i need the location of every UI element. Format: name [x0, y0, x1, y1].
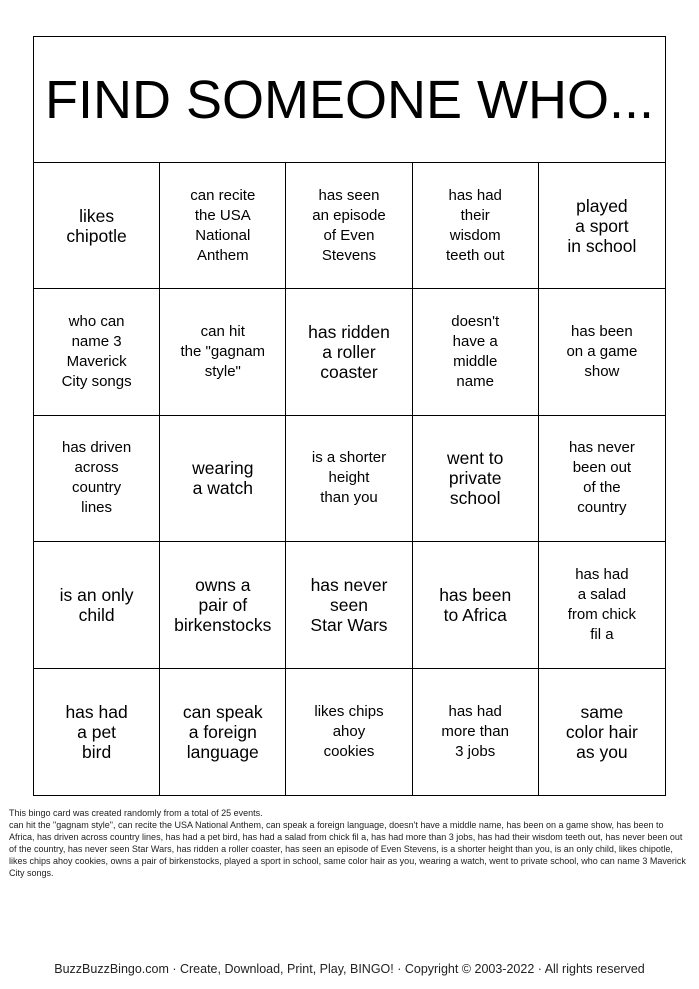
bingo-cell[interactable]: [34, 416, 160, 542]
bingo-cell[interactable]: [539, 289, 665, 415]
bingo-cell-text: likes chips ahoy cookies: [314, 702, 384, 760]
bingo-cell[interactable]: [413, 416, 539, 542]
bingo-cell-text: has had their wisdom teeth out: [446, 186, 505, 264]
bingo-cell[interactable]: [413, 163, 539, 289]
bingo-cell[interactable]: [34, 163, 160, 289]
bingo-cell-text: has never seen Star Wars: [310, 574, 388, 635]
bingo-cell[interactable]: [286, 542, 412, 668]
bingo-cell-text: has had a salad from chick fil a: [567, 565, 637, 643]
bingo-cell-text: has never been out of the country: [568, 439, 635, 517]
bingo-cell-text: who can name 3 Maverick City songs: [61, 313, 132, 391]
bingo-cell-text: has ridden a roller coaster: [308, 322, 390, 383]
bingo-cell-text: played a sport in school: [567, 195, 637, 256]
bingo-cell-text: is an only child: [59, 584, 134, 625]
bingo-cell[interactable]: [160, 669, 286, 795]
bingo-cell[interactable]: [34, 289, 160, 415]
bingo-card: [33, 36, 666, 796]
bingo-cell[interactable]: [413, 289, 539, 415]
bingo-cell[interactable]: [286, 669, 412, 795]
bingo-cell[interactable]: [286, 163, 412, 289]
bingo-cell-text: has been on a game show: [566, 323, 638, 381]
bingo-cell[interactable]: [160, 542, 286, 668]
bingo-cell-text: went to private school: [446, 448, 504, 509]
bingo-cell-text: is a shorter height than you: [311, 449, 387, 507]
bingo-cell[interactable]: [539, 416, 665, 542]
bingo-cell-text: wearing a watch: [192, 458, 254, 499]
bingo-cell[interactable]: [34, 542, 160, 668]
bingo-grid: [34, 163, 665, 795]
card-title: FIND SOMEONE WHO...: [34, 37, 665, 163]
bingo-cell-text: has been to Africa: [439, 584, 512, 625]
bingo-cell[interactable]: [160, 289, 286, 415]
bingo-cell-text: can recite the USA National Anthem: [190, 186, 256, 264]
bingo-cell[interactable]: [286, 289, 412, 415]
bingo-cell-text: doesn't have a middle name: [451, 313, 500, 391]
site-footer: BuzzBuzzBingo.com · Create, Download, Print, Play, BINGO! · Copyright © 2003-2022 · All rights reserved: [54, 962, 645, 976]
bingo-cell-text: has had more than 3 jobs: [441, 702, 509, 760]
bingo-cell[interactable]: [160, 416, 286, 542]
bingo-cell-text: can speak a foreign language: [182, 701, 263, 762]
bingo-cell-text: owns a pair of birkenstocks: [174, 574, 272, 635]
card-description: This bingo card was created randomly from a total of 25 events. can hit the "gagnam style", can recite the USA National Anthem, can speak a foreign language, doesn't have a middle name, has been on a game show, has been to Africa, has driven across country lines, has had a pet bird, has had a salad from chick fil a, has had more than 3 jobs, has had their wisdom teeth out, has never been out of the country, has never seen Star Wars, has ridden a roller coaster, has seen an episode of Even Stevens, is a shorter height than you, is an only child, likes chipotle, likes chips ahoy cookies, owns a pair of birkenstocks, played a sport in school, same color hair as you, wearing a watch, went to private school, who can name 3 Maverick City songs.: [9, 808, 686, 878]
bingo-cell[interactable]: [286, 416, 412, 542]
bingo-cell[interactable]: [539, 669, 665, 795]
bingo-cell[interactable]: [539, 163, 665, 289]
bingo-cell[interactable]: [413, 669, 539, 795]
bingo-cell[interactable]: [34, 669, 160, 795]
bingo-cell-text: can hit the "gagnam style": [180, 323, 266, 381]
bingo-cell-text: has seen an episode of Even Stevens: [312, 186, 386, 264]
bingo-cell[interactable]: [539, 542, 665, 668]
bingo-cell[interactable]: [160, 163, 286, 289]
bingo-cell-text: likes chipotle: [66, 205, 127, 246]
bingo-cell-text: has driven across country lines: [61, 439, 132, 517]
bingo-cell-text: same color hair as you: [565, 701, 638, 762]
bingo-cell[interactable]: [413, 542, 539, 668]
bingo-cell-text: has had a pet bird: [65, 701, 128, 762]
